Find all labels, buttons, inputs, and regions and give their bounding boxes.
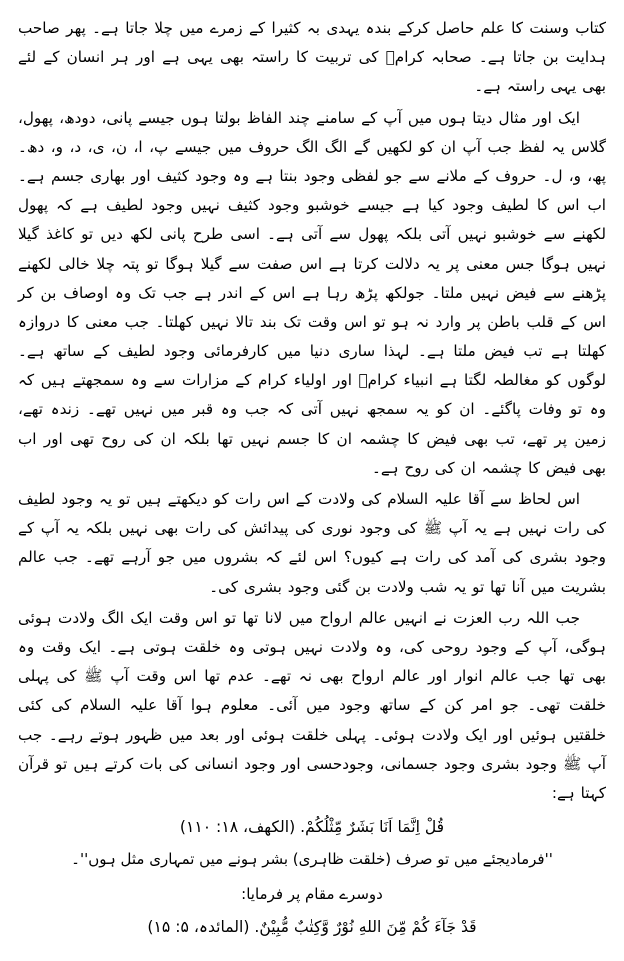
verse-arabic-text: قَدْ جَآءَ کُمْ مِّنَ اللهِ نُوْرٌ وَّکِتٰبٌ مُّبِیْنٌ. (254, 918, 477, 937)
paragraph-4: جب اللہ رب العزت نے انہیں عالم ارواح میں لانا تھا تو اس وقت ایک الگ ولادت ہوئی ہوگی، آپ کے وجود روحی کی، وہ ولادت نہیں ہوتی وہ خلقت ہوتی ہے۔ ایک وقت وہ بھی تھا جب عالم انوار اور عالم ارواح بھی نہ تھے۔ عدم تھا اس وقت آپ ﷺ کی پہلی خلقت تھی۔ جو امر کن کے ساتھ وجود میں آئی۔ معلوم ہوا آقا علیہ السلام کی کئی خلقتیں ہوئیں اور ایک ولادت ہوئی۔ پہلی خلقت ہوئی اور بعد میں ظہور ہوتے رہے۔ جب آپ ﷺ وجود بشری وجود جسمانی، وجودحسی اور وجود انسانی کی بات کرتے ہیں تو قرآن کہتا ہے: (18, 608, 606, 802)
quran-verse-2 (18, 912, 606, 943)
paragraph-2: ایک اور مثال دیتا ہوں میں آپ کے سامنے چند الفاظ بولتا ہوں جیسے پانی، دودھ، پھول، گلاس یہ لفظ جب آپ ان کو لکھیں گے الگ الگ حروف میں جیسے پ، ا، ن، ی، د، و، دھ۔ پھ، و، ل۔ حروف کے ملانے سے جو لفظی وجود بنتا ہے وہ وجود کثیف اور بھاری جسم ہے۔ اب اس کا لطیف وجود کیا ہے جیسے خوشبو وجود کثیف نہیں وجود لطیف ہے کہ پھول لکھنے سے خوشبو نہیں آتی بلکہ پھول سے آتی ہے۔ اسی طرح پانی لکھ دیں تو کاغذ گیلا نہیں ہوگا جس معنی پر یہ دلالت کرتا ہے اس صفت سے گیلا ہوگا تو پتہ چلا خالی لکھنے پڑھنے سے فیض نہیں ملتا۔ جولکھ پڑھ رہا ہے اس کے اندر ہے جب تک وہ اوصاف بن کر اس کے قلب باطن پر وارد نہ ہو تو اس وقت تک بند تالا نہیں کھلتا۔ جب معنی کا دروازہ کھلتا ہے تب فیض ملتا ہے۔ لہذا ساری دنیا میں کارفرمائی وجود لطیف کے ساتھ ہے۔ لوگوں کو مغالطہ لگتا ہے انبیاء کرامؑ اور اولیاء کرام کے مزارات سے وہ سمجھتے ہیں کہ وہ تو وفات پاگئے۔ ان کو یہ سمجھ نہیں آتی کہ جب وہ قبر میں نہیں تھے۔ زندہ تھے، زمین پر تھے، تب بھی فیض کا چشمہ ان کا جسم نہیں تھا بلکہ ان کی روح تھی اور اب بھی فیض کا چشمہ ان کی روح ہے۔ (18, 108, 606, 477)
verse-reference: (المائدہ، ۵: ۱۵) (147, 918, 250, 937)
paragraph-1: کتاب وسنت کا علم حاصل کرکے بندہ یہدی بہ کثیرا کے زمرے میں چلا جاتا ہے۔ پھر صاحب ہدایت بن جاتا ہے۔ صحابہ کرامؓ کی تربیت کا راستہ بھی یہی ہے اور ہر انسان کے لئے بھی یہی راستہ ہے۔ (18, 19, 606, 96)
verse-translation-1: ''فرمادیجئے میں تو صرف (خلقت ظاہری) بشر ہونے میں تمہاری مثل ہوں''۔ (71, 850, 553, 869)
verse-arabic-text: قُلْ اِنَّمَا اَنَا بَشَرٌ مِّثْلُکُمْ. (300, 818, 445, 837)
quran-verse-1 (18, 812, 606, 843)
paragraph-3: اس لحاظ سے آقا علیہ السلام کی ولادت کے اس رات کو دیکھتے ہیں تو یہ وجود لطیف کی رات نہیں ہے یہ آپ ﷺ کی وجود نوری کی پیدائش کی رات بھی نہیں بلکہ یہ آپ کے وجود بشری کی آمد کی رات ہے کیوں؟ اس لئے کہ بشروں میں جو آرہے تھے۔ جب عالم بشریت میں آنا تھا تو یہ شب ولادت بن گئی وجود بشری کی۔ (18, 490, 606, 596)
section-heading: دوسرے مقام پر فرمایا: (241, 884, 383, 903)
verse-reference: (الکھف، ۱۸: ۱۱۰) (179, 818, 296, 837)
